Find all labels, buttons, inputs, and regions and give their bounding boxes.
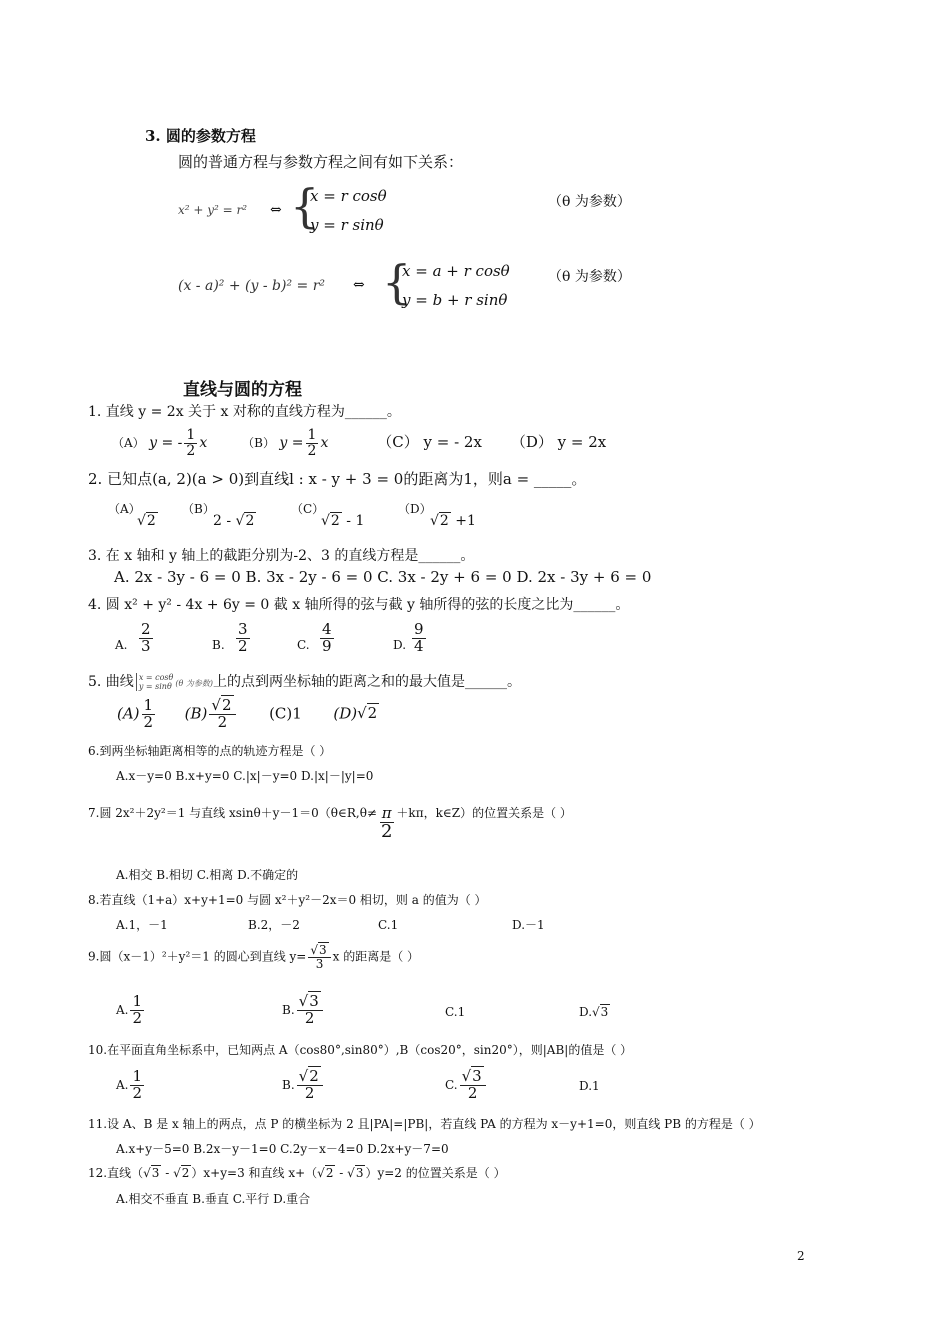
q1-option-c: （C） y = - 2x bbox=[377, 433, 482, 452]
q4-option-a-label: A. bbox=[115, 638, 128, 652]
q2-option-d-label: （D） bbox=[398, 502, 432, 516]
q1-option-a: （A） y = - $\frac{1}{2}$ x bbox=[112, 427, 208, 459]
q5-stem: 5. 曲线 x = cosθ y = sinθ (θ 为参数)上的点到两坐标轴的距离之和的最大值是______。 bbox=[88, 673, 521, 691]
q8-option-d: D.－1 bbox=[512, 918, 545, 932]
page-number: 2 bbox=[797, 1249, 805, 1263]
q1-stem: 1. 直线 y = 2x 关于 x 对称的直线方程为______。 bbox=[88, 404, 401, 420]
q11-options: A.x+y－5=0 B.2x－y－1=0 C.2y－x－4=0 D.2x+y－7=0 bbox=[116, 1142, 449, 1156]
q10-option-d: D.1 bbox=[579, 1079, 600, 1093]
q5-options: (A) $\frac{1}{2}$ (B) √ $\frac{2}{2}$ (C)1 (D)√ 2 bbox=[117, 698, 379, 731]
q2-option-c: √ 2 - 1 bbox=[321, 513, 364, 531]
q2-option-d: √ 2 +1 bbox=[430, 513, 476, 531]
q10-option-a: A. $\frac{1}{2}$ bbox=[116, 1067, 143, 1102]
equivalence-icon: ⇔ bbox=[353, 277, 365, 293]
q9-option-c: C.1 bbox=[445, 1005, 466, 1019]
q4-option-b-label: B. bbox=[212, 638, 225, 652]
q6-options: A.x－y=0 B.x+y=0 C.|x|－y=0 D.|x|－|y|=0 bbox=[116, 769, 374, 783]
q2-option-b-label: （B） bbox=[182, 502, 215, 516]
q10-option-b: B. √ $\frac{2}{2}$ bbox=[282, 1069, 325, 1102]
q4-option-c: $\frac{4}{9}$ bbox=[322, 620, 332, 655]
q2-option-a-label: （A） bbox=[108, 502, 141, 516]
eq1-left: x² + y² = r² bbox=[178, 203, 248, 217]
q10-option-c: C. √ $\frac{3}{2}$ bbox=[445, 1069, 488, 1102]
section-heading: 3. 圆的参数方程 bbox=[145, 127, 256, 145]
q12-stem: 12.直线（√ 3 - √ 2 ）x+y=3 和直线 x+（√ 2 - √ 3 ）y=2 的位置关系是（ ） bbox=[88, 1166, 506, 1181]
q7-options: A.相交 B.相切 C.相离 D.不确定的 bbox=[116, 868, 299, 882]
q2-stem: 2. 已知点(a, 2)(a > 0)到直线l : x - y + 3 = 0的距离为1，则a = _____。 bbox=[88, 470, 587, 488]
q8-option-c: C.1 bbox=[378, 918, 399, 932]
section-intro: 圆的普通方程与参数方程之间有如下关系： bbox=[178, 153, 464, 171]
q1-option-b: （B） y = $\frac{1}{2}$ x bbox=[242, 427, 329, 459]
q4-stem: 4. 圆 x² + y² - 4x + 6y = 0 截 x 轴所得的弦与截 y 轴所得的弦的长度之比为______。 bbox=[88, 597, 630, 613]
exercise-title: 直线与圆的方程 bbox=[183, 380, 302, 400]
q3-options: A. 2x - 3y - 6 = 0 B. 3x - 2y - 6 = 0 C. 3x - 2y + 6 = 0 D. 2x - 3y + 6 = 0 bbox=[114, 568, 652, 586]
q9-option-d: D.√ 3 bbox=[579, 1005, 610, 1020]
q1-options bbox=[112, 428, 606, 458]
q4-option-a: $\frac{2}{3}$ bbox=[141, 620, 151, 655]
eq2-note: （θ 为参数） bbox=[548, 269, 631, 285]
equivalence-icon: ⇔ bbox=[270, 202, 282, 218]
eq2-left: (x - a)² + (y - b)² = r² bbox=[178, 278, 326, 294]
q10-stem: 10.在平面直角坐标系中，已知两点 A（cos80°,sin80°）,B（cos20°，sin20°），则|AB|的值是（ ） bbox=[88, 1043, 633, 1057]
q8-option-a: A.1，－1 bbox=[116, 918, 168, 932]
q12-options: A.相交不垂直 B.垂直 C.平行 D.重合 bbox=[116, 1192, 311, 1206]
q4-option-c-label: C. bbox=[297, 638, 310, 652]
q9-option-a: A. $\frac{1}{2}$ bbox=[116, 992, 143, 1027]
eq2-line2: y = b + r sinθ bbox=[402, 291, 508, 309]
q7-stem: 7.圆 2x²＋2y²＝1 与直线 xsinθ＋y－1＝0（θ∈R,θ≠ $\frac{\pi}{2}$ ＋kπ，k∈Z）的位置关系是（ ） bbox=[88, 804, 572, 842]
brace-icon: { bbox=[290, 179, 320, 233]
q2-option-c-label: （C） bbox=[291, 502, 325, 516]
q9-stem: 9.圆（x－1）²＋y²＝1 的圆心到直线 y= √ $\frac{3}{3}$ x 的距离是（ ） bbox=[88, 944, 419, 970]
q2-option-b: 2 - √ 2 bbox=[213, 513, 256, 531]
eq2-line1: x = a + r cosθ bbox=[402, 262, 510, 280]
eq1-line2: y = r sinθ bbox=[310, 216, 384, 234]
q9-option-b: B. √ $\frac{3}{2}$ bbox=[282, 994, 325, 1027]
q8-option-b: B.2，－2 bbox=[248, 918, 300, 932]
q11-stem: 11.设 A、B 是 x 轴上的两点，点 P 的横坐标为 2 且|PA|=|PB|，若直线 PA 的方程为 x－y+1=0，则直线 PB 的方程是（ ） bbox=[88, 1117, 761, 1131]
eq1-note: （θ 为参数） bbox=[548, 194, 631, 210]
q3-stem: 3. 在 x 轴和 y 轴上的截距分别为-2、3 的直线方程是______。 bbox=[88, 548, 475, 564]
q4-option-b: $\frac{3}{2}$ bbox=[238, 620, 248, 655]
q8-stem: 8.若直线（1+a）x+y+1=0 与圆 x²＋y²－2x＝0 相切，则 a 的值为（ ） bbox=[88, 893, 487, 907]
q4-option-d-label: D. bbox=[393, 638, 407, 652]
q1-option-d: （D） y = 2x bbox=[510, 433, 607, 452]
q6-stem: 6.到两坐标轴距离相等的点的轨迹方程是（ ） bbox=[88, 744, 332, 758]
q2-option-a: √ 2 bbox=[137, 513, 158, 531]
q4-option-d: $\frac{9}{4}$ bbox=[414, 620, 424, 655]
brace-icon: { bbox=[382, 255, 412, 309]
eq1-line1: x = r cosθ bbox=[310, 187, 387, 205]
